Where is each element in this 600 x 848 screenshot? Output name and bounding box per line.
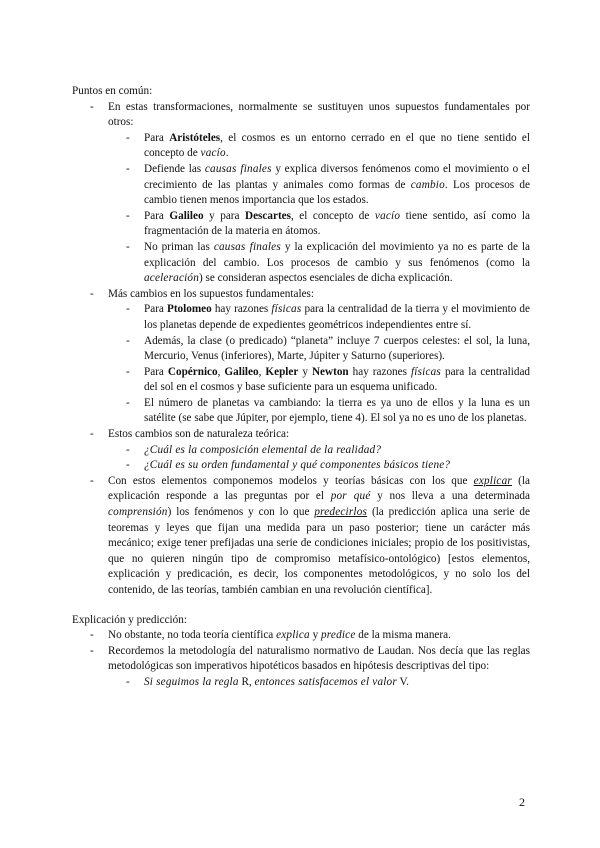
sub-bullet-numero-planetas: - El número de planetas va cambiando: la tierra es ya uno de ellos y la luna es un satélite (se sabe que Júpiter, por ejemplo, tiene 4). El sol ya no es uno de los planetas.	[126, 396, 530, 425]
bullet-transformations: - En estas transformaciones, normalmente se sustituyen unos supuestos fundamentales por otros:	[90, 100, 530, 129]
bullet-dash: -	[126, 162, 130, 175]
bullet-dash: -	[126, 675, 130, 688]
sub-bullet-planeta-clase: - Además, la clase (o predicado) “planeta” incluye 7 cuerpos celestes: el sol, la luna, Mercurio, Venus (inferiores), Marte, Júpiter y Saturno (superiores).	[126, 334, 530, 363]
bullet-dash: -	[126, 240, 130, 253]
bullet-dash: -	[126, 396, 130, 409]
sub-bullet-regla-valor: - Si seguimos la regla R, entonces satisfacemos el valor V.	[72, 675, 530, 691]
sub-bullet-question-order: - ¿Cuál es su orden fundamental y qué componentes básicos tiene?	[72, 458, 530, 474]
bullet-dash: -	[126, 131, 130, 144]
section-gap	[72, 599, 530, 613]
bullet-dash: -	[126, 443, 130, 456]
bullet-dash: -	[126, 209, 130, 222]
bullet-dash: -	[90, 629, 94, 642]
sub-bullet-movimiento: - No priman las causas finales y la explicación del movimiento ya no es parte de la explicación del cambio. Los procesos de cambio y sus fenómenos (como la aceleración) se consideran aspectos esenciales de dicha explicación.	[126, 240, 530, 285]
bullet-more-changes: - Más cambios en los supuestos fundamentales:	[72, 287, 530, 303]
sub-bullet-galileo-descartes: - Para Galileo y para Descartes, el concepto de vacío tiene sentido, así como la fragmentación de la materia en átomos.	[126, 209, 530, 238]
sub-bullet-aristoteles: - Para Aristóteles, el cosmos es un entorno cerrado en el que no tiene sentido el concepto de vacío.	[126, 131, 530, 160]
bullet-theoretical-changes: - Estos cambios son de naturaleza teórica:	[72, 427, 530, 443]
page-number: 2	[519, 795, 525, 809]
sub-bullet-copernico: - Para Copérnico, Galileo, Kepler y Newton hay razones físicas para la centralidad del sol en el cosmos y base suficiente para un esquema unificado.	[126, 365, 531, 394]
sub-bullet-question-composition: - ¿Cuál es la composición elemental de la realidad?	[72, 443, 530, 459]
bullet-dash: -	[90, 100, 94, 113]
bullet-dash: -	[126, 459, 130, 472]
bullet-models-theories: - Con estos elementos componemos modelos y teorías básicas con los que explicar (la explicación responde a las preguntas por el por qué y nos lleva a una determinada comprensión) los fenómenos y con lo que predecirlos (la predicción aplica una serie de teoremas y leyes que fijan una medida para un paso posterior; tiene un carácter más mecánico; exige tener prefijadas una serie de condiciones iniciales; propio de los positivistas, que no quieren ningún tipo de compromiso metafísico-ontológico) [estos elementos, explicación y predicación, es decir, los componentes metodológicos, y no solo los del contenido, de las teorías, también cambian en una revolución científica].	[90, 474, 530, 596]
sub-bullet-causas-finales: - Defiende las causas finales y explica diversos fenómenos como el movimiento o el crecimiento de las plantas y animales como formas de cambio. Los procesos de cambio tienen menos importancia que los estados.	[126, 162, 530, 207]
section-heading-explicacion: Explicación y predicción:	[72, 613, 187, 626]
bullet-dash: -	[126, 334, 130, 347]
bullet-dash: -	[90, 428, 94, 441]
bullet-dash: -	[126, 303, 130, 316]
document-body	[72, 84, 530, 691]
bullet-dash: -	[126, 365, 130, 378]
bullet-dash: -	[90, 287, 94, 300]
sub-bullet-ptolomeo: - Para Ptolomeo hay razones físicas para la centralidad de la tierra y el movimiento de los planetas depende de expedientes geométricos independientes entre sí.	[126, 303, 530, 331]
bullet-no-obstante: - No obstante, no toda teoría científica explica y predice de la misma manera.	[72, 628, 530, 644]
bullet-laudan: - Recordemos la metodología del naturalismo normativo de Laudan. Nos decía que las reglas metodológicas son imperativos hipotéticos basados en hipótesis descriptivas del tipo:	[90, 644, 530, 673]
section-heading-common-points: Puntos en común:	[72, 85, 153, 97]
bullet-dash: -	[90, 474, 94, 487]
bullet-dash: -	[90, 644, 94, 657]
